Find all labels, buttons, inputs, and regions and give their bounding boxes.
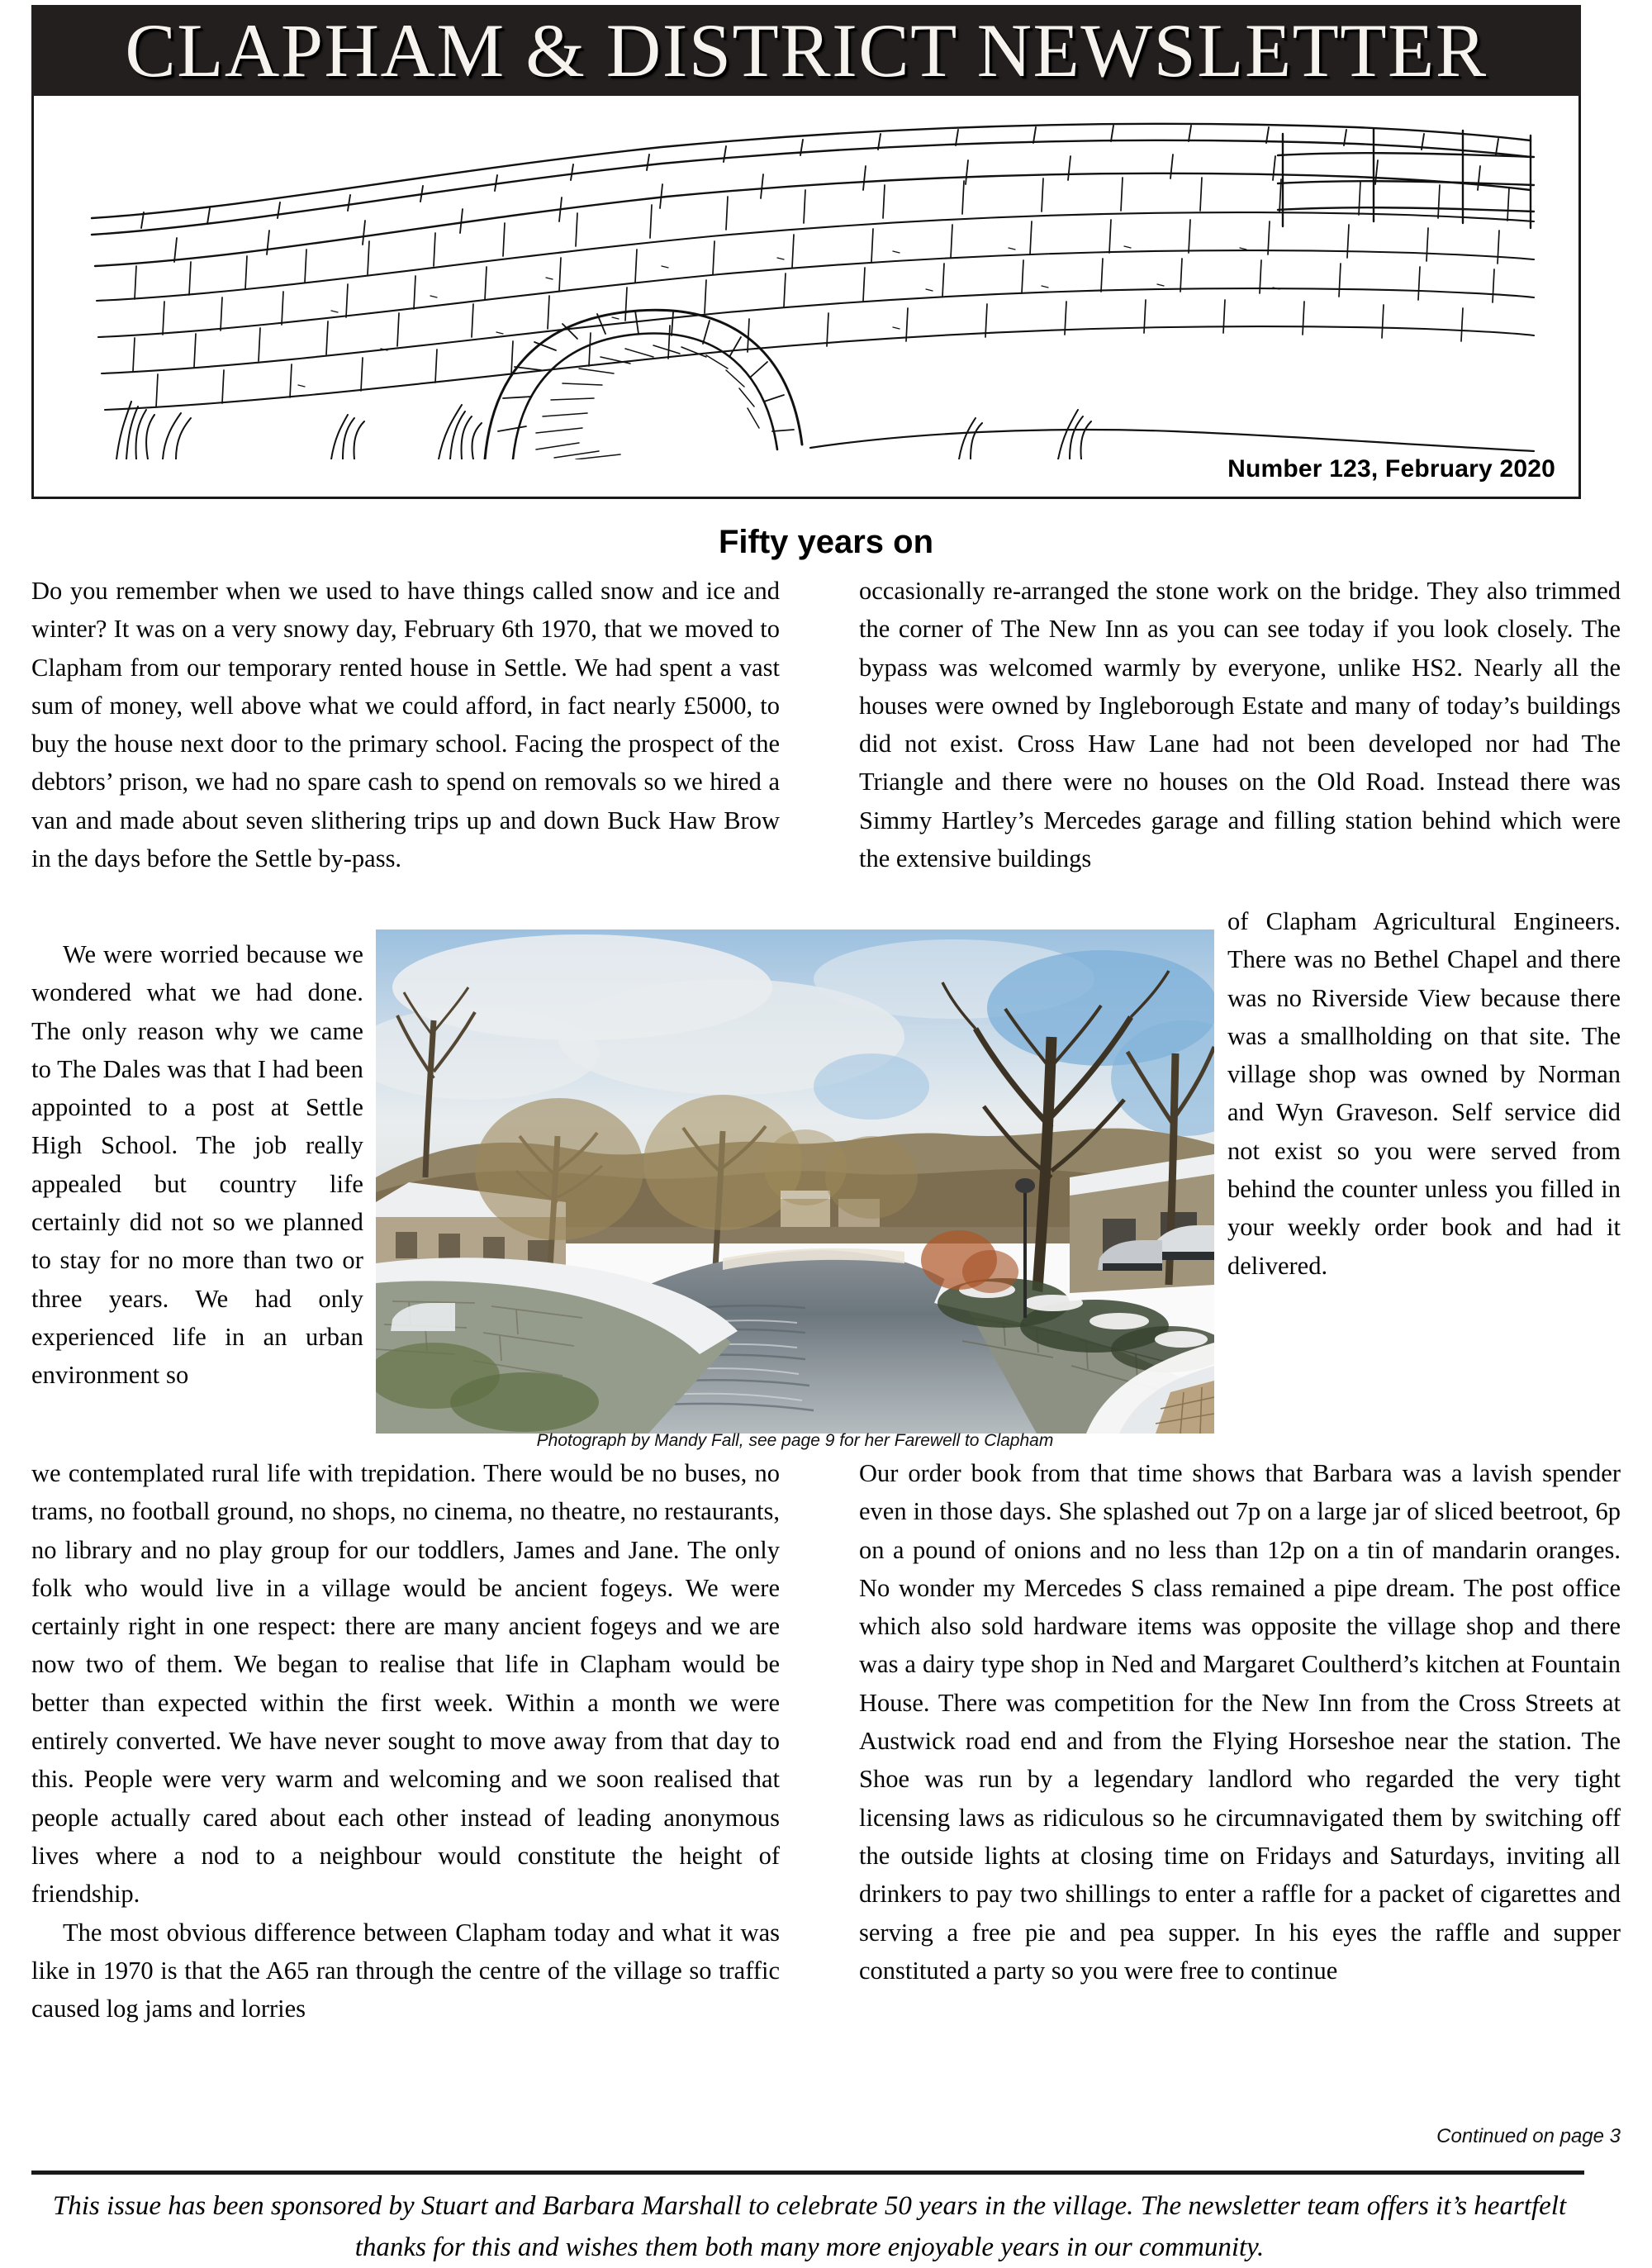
paragraph: occasionally re-arranged the stone work on the bridge. They also trimmed the corner of The New Inn as you can see today if you look closely. The bypass was welcomed warmly by everyone, unlike HS2. Nearly all the houses were owned by Ingleborough Estate and many of today’s buildings did not exist. Cross Haw Lane had not been developed nor had The Triangle and there were no houses on the Old Road. Instead there was Simmy Hartley’s Mercedes garage and filling station behind which were the extensive buildings — [859, 577, 1621, 873]
header-illustration-box — [31, 96, 1581, 499]
continued-note: Continued on page 3 — [1436, 2125, 1621, 2147]
paragraph: Our order book from that time shows that Barbara was a lavish spender even in those days. She splashed out 7p on a large jar of sliced beetroot, 6p on a pound of onions and no less than 12p on a tin of mandarin oranges. No wonder my Mercedes S class remained a pipe dream. The post office which also sold hardware items was opposite the village shop and there was a dairy type shop in Ned and Margaret Coultherd’s kitchen at Fountain House. There was competition for the New Inn from the Cross Streets at Austwick road end and from the Flying Horseshoe near the station. The Shoe was run by a legendary landlord who regarded the very tight licensing laws as ridiculous so he circumnavigated them by switching off the outside lights at closing time on Fridays and Saturdays, inviting all drinkers to pay two shillings to enter a raffle for a packet of cigarettes and serving a free pie and pea supper. In his eyes the raffle and supper constituted a party so you were free to continue — [859, 1459, 1621, 1985]
footer-divider — [31, 2171, 1584, 2175]
snowy-village-beck-photo — [376, 930, 1214, 1434]
photo-image — [376, 930, 1214, 1434]
article-column-left-narrow — [31, 935, 363, 1395]
issue-number-date: Number 123, February 2020 — [1227, 455, 1555, 483]
paragraph: The most obvious difference between Clapham today and what it was like in 1970 is that the A65 ran through the centre of the village so traffic caused log jams and lorries — [31, 1918, 780, 2023]
article-column-left-top — [31, 572, 780, 877]
article-column-right-top — [859, 572, 1621, 877]
paragraph: we contemplated rural life with trepidation. There would be no buses, no trams, no football ground, no shops, no cinema, no theatre, no restaurants, no library and no play group for our toddlers, James and Jane. The only folk who would live in a village would be ancient fogeys. We were certainly right in one respect: there are many ancient fogeys and we are now two of them. We began to realise that life in Clapham would be better than expected within the first week. Within a month we were entirely converted. We have never sought to move away from that day to this. People were very warm and welcoming and we soon realised that people actually cared about each other instead of leading anonymous lives where a nod to a neighbour would constitute the height of friendship. — [31, 1459, 780, 1909]
article-headline: Fifty years on — [718, 524, 934, 560]
article-column-right-bottom — [859, 1454, 1621, 1990]
paragraph: of Clapham Agricultural Engineers. There was no Bethel Chapel and there was no Riverside View because there was a smallholding on that site. The village shop was owned by Norman and Wyn Graveson. Self service did not exist so you were served from behind the counter unless you filled in your weekly order book and had it delivered. — [1227, 907, 1621, 1280]
masthead-banner — [31, 5, 1581, 96]
photo-caption: Photograph by Mandy Fall, see page 9 for her Farewell to Clapham — [536, 1431, 1054, 1450]
article-column-right-narrow — [1227, 902, 1621, 1285]
paragraph: We were worried because we wondered what we had done. The only reason why we came to The Dales was that I had been appointed to a post at Settle High School. The job really appealed but country life certainly did not so we planned to stay for no more than two or three years. We had only experienced life in an urban environment so — [31, 940, 363, 1390]
stone-bridge-drawing — [83, 104, 1537, 459]
paragraph: Do you remember when we used to have things called snow and ice and winter? It was on a very snowy day, February 6th 1970, that we moved to Clapham from our temporary rented house in Settle. We had spent a vast sum of money, well above what we could afford, in fact nearly £5000, to buy the house next door to the primary school. Facing the prospect of the debtors’ prison, we had no spare cash to spend on removals so we hired a van and made about seven slithering trips up and down Buck Haw Brow in the days before the Settle by-pass. — [31, 577, 780, 873]
sponsor-message: This issue has been sponsored by Stuart and Barbara Marshall to celebrate 50 years in the village. The newsletter team offers it’s heartfelt thanks for this and wishes them both many more enjoyable years in our community. — [52, 2191, 1567, 2262]
article-column-left-bottom — [31, 1454, 780, 2028]
newsletter-title: CLAPHAM & DISTRICT NEWSLETTER — [125, 8, 1488, 93]
